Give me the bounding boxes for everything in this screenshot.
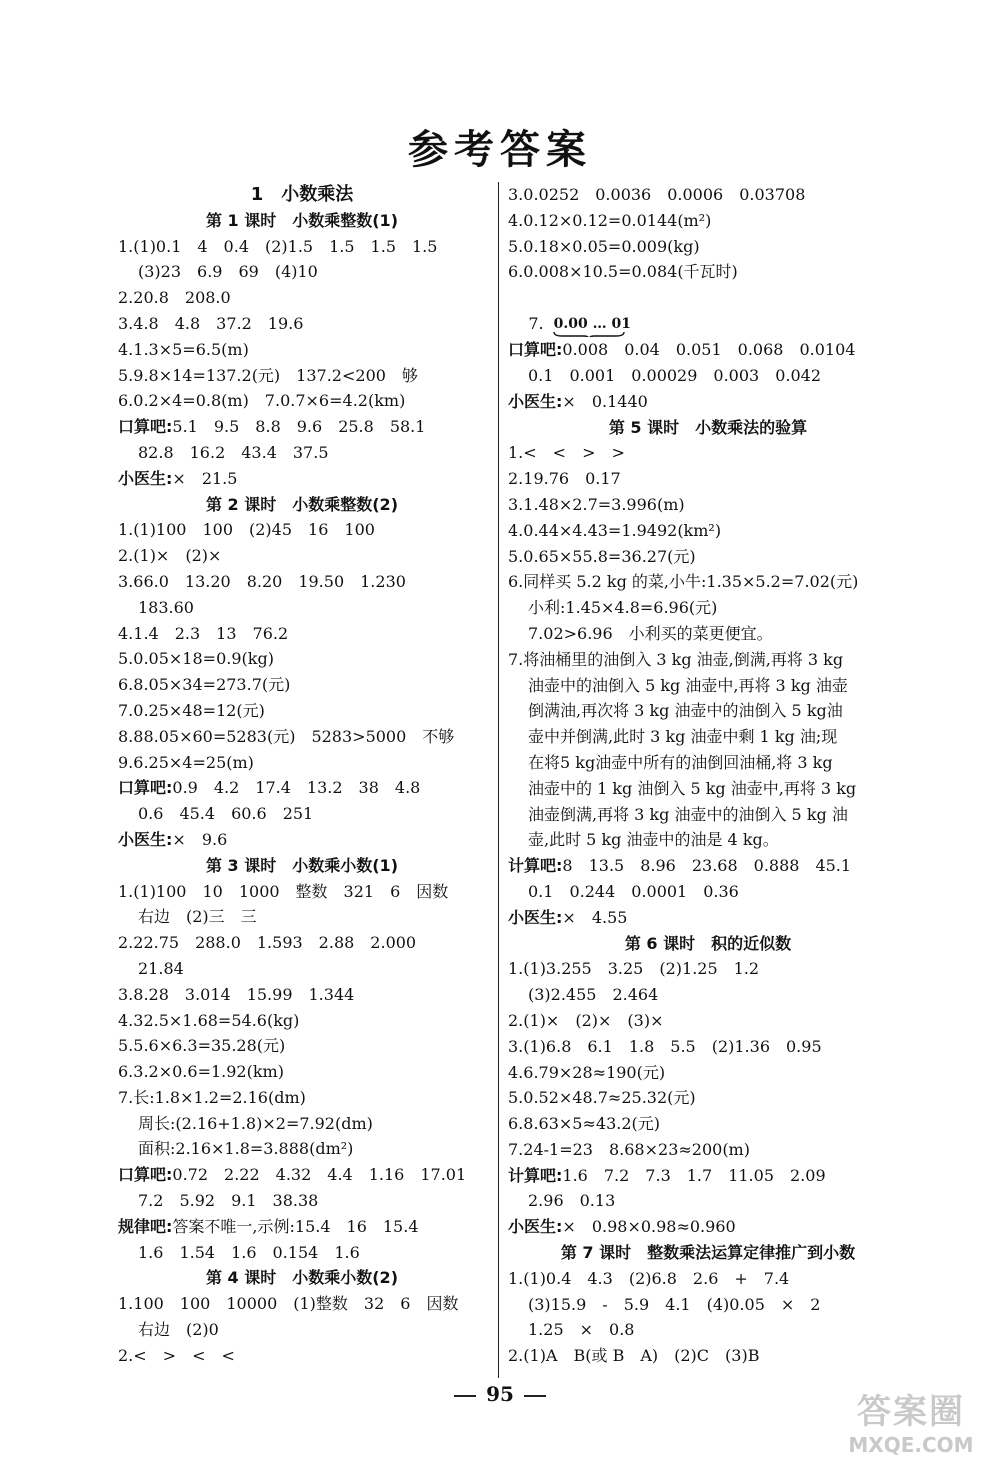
answer-text: 6.同样买 5.2 kg 的菜,小牛:1.35×5.2=7.02(元) <box>508 572 859 592</box>
answer-line <box>508 1034 908 1060</box>
answer-text: 1.< < > > <box>508 443 625 463</box>
answer-text: 3.4.8 4.8 37.2 19.6 <box>118 313 304 333</box>
answer-text: 7.将油桶里的油倒入 3 kg 油壶,倒满,再将 3 kg <box>508 649 844 669</box>
answer-text: 第 1 课时 小数乘整数(1) <box>205 210 399 230</box>
answer-text: 7.2 5.92 9.1 38.38 <box>138 1191 319 1211</box>
answer-text: 6.0.008×10.5=0.084(千瓦时) <box>508 262 738 282</box>
answer-line <box>118 1136 486 1162</box>
section-heading <box>118 853 486 879</box>
answer-line <box>508 1266 908 1292</box>
answer-line <box>118 1317 486 1343</box>
answer-line <box>508 905 908 931</box>
answer-text: × 0.1440 <box>562 391 648 411</box>
exercise-label: 小医生: <box>508 391 563 411</box>
answer-line <box>118 234 486 260</box>
exercise-label: 口算吧: <box>508 340 563 360</box>
answer-line <box>118 698 486 724</box>
answer-line <box>118 621 486 647</box>
answer-line <box>118 1240 486 1266</box>
page-dash-left <box>454 1395 476 1397</box>
answer-line <box>118 750 486 776</box>
answer-line <box>508 698 908 724</box>
answer-text: 第 6 课时 积的近似数 <box>624 933 792 953</box>
answer-text: 1.(1)100 100 (2)45 16 100 <box>118 520 375 540</box>
answer-line <box>508 879 908 905</box>
answer-text: 2.20.8 208.0 <box>118 288 231 308</box>
answer-line <box>118 904 486 930</box>
page-dash-right <box>524 1395 546 1397</box>
answer-text: 4.1.3×5=6.5(m) <box>118 339 249 359</box>
answer-text: 4.0.44×4.43=1.9492(km²) <box>508 520 722 540</box>
answer-text: 5.9.8×14=137.2(元) 137.2<200 够 <box>118 365 418 385</box>
answer-text: 4.6.79×28≈190(元) <box>508 1062 666 1082</box>
answer-line <box>118 930 486 956</box>
answer-line <box>118 1008 486 1034</box>
answer-text: 82.8 16.2 43.4 37.5 <box>138 442 329 462</box>
answer-line <box>118 543 486 569</box>
answer-line <box>508 802 908 828</box>
exercise-label: 口算吧: <box>118 417 173 437</box>
answer-line <box>508 647 908 673</box>
answer-text: × 21.5 <box>172 468 238 488</box>
answer-line <box>118 311 486 337</box>
answer-line <box>118 646 486 672</box>
answer-line <box>118 1059 486 1085</box>
exercise-label: 小医生: <box>508 1217 563 1237</box>
answer-line <box>118 879 486 905</box>
answer-text: 3.1.48×2.7=3.996(m) <box>508 494 685 514</box>
answer-line <box>508 569 908 595</box>
exercise-label: 口算吧: <box>118 778 173 798</box>
answer-line <box>118 285 486 311</box>
answer-text: 1.(1)0.1 4 0.4 (2)1.5 1.5 1.5 1.5 <box>118 236 438 256</box>
answer-text: (3)15.9 - 5.9 4.1 (4)0.05 × 2 <box>528 1294 821 1314</box>
answer-text: 油壶倒满,再将 3 kg 油壶中的油倒入 5 kg 油 <box>528 804 848 824</box>
answer-line <box>118 517 486 543</box>
answer-line <box>508 956 908 982</box>
answer-text: 9.6.25×4=25(m) <box>118 752 254 772</box>
answer-line <box>508 621 908 647</box>
answer-line <box>508 1214 908 1240</box>
answer-line <box>508 259 908 285</box>
section-heading <box>118 208 486 234</box>
answer-text: 1 小数乘法 <box>250 184 354 205</box>
answer-line <box>508 827 908 853</box>
answer-text: 1.100 100 10000 (1)整数 32 6 因数 <box>118 1294 459 1314</box>
answer-text: 5.0.52×48.7≈25.32(元) <box>508 1088 696 1108</box>
answer-line <box>508 673 908 699</box>
answer-text: 面积:2.16×1.8=3.888(dm²) <box>138 1139 354 1159</box>
answer-text: 3.66.0 13.20 8.20 19.50 1.230 <box>118 571 406 591</box>
answer-line <box>118 259 486 285</box>
answer-text: 183.60 <box>138 597 194 617</box>
answer-line <box>508 595 908 621</box>
answer-text: 2.22.75 288.0 1.593 2.88 2.000 <box>118 933 417 953</box>
answer-text: 第 3 课时 小数乘小数(1) <box>205 855 399 875</box>
section-heading <box>118 182 486 208</box>
answer-line <box>118 827 486 853</box>
answer-text: 壶,此时 5 kg 油壶中的油是 4 kg。 <box>528 830 779 850</box>
exercise-label: 小医生: <box>118 829 173 849</box>
answer-text: 小利:1.45×4.8=6.96(元) <box>528 598 718 618</box>
answer-text: 答案不唯一,示例:15.4 16 15.4 <box>172 1216 419 1236</box>
answer-text: 1.25 × 0.8 <box>528 1320 635 1340</box>
page-title: 参考答案 <box>408 127 592 173</box>
answer-line <box>508 1343 908 1369</box>
exercise-label: 计算吧: <box>508 856 563 876</box>
answer-line <box>508 1008 908 1034</box>
left-column <box>118 182 486 1369</box>
answer-line <box>118 1214 486 1240</box>
answer-text: 8 13.5 8.96 23.68 0.888 45.1 <box>562 856 852 876</box>
answer-line <box>508 750 908 776</box>
answer-line <box>118 724 486 750</box>
column-divider <box>498 182 499 1378</box>
answer-line <box>118 1162 486 1188</box>
answer-line <box>508 724 908 750</box>
answer-text: 4.0.12×0.12=0.0144(m²) <box>508 210 712 230</box>
answer-line <box>118 595 486 621</box>
answer-line <box>508 1060 908 1086</box>
answer-text: × 9.6 <box>172 829 228 849</box>
section-heading <box>508 415 908 441</box>
answer-line <box>508 234 908 260</box>
answer-text: 7.长:1.8×1.2=2.16(dm) <box>118 1087 306 1107</box>
exercise-label: 小医生: <box>508 907 563 927</box>
answer-line <box>508 853 908 879</box>
answer-line <box>118 440 486 466</box>
answer-text: 3.(1)6.8 6.1 1.8 5.5 (2)1.36 0.95 <box>508 1036 822 1056</box>
answer-line <box>508 440 908 466</box>
answer-line <box>508 544 908 570</box>
answer-line <box>118 1085 486 1111</box>
answer-line <box>118 1033 486 1059</box>
answer-text: 1.(1)100 10 1000 整数 321 6 因数 <box>118 881 449 901</box>
answer-text: 0.6 45.4 60.6 251 <box>138 804 314 824</box>
answer-text: 0.72 2.22 4.32 4.4 1.16 17.01 <box>172 1165 467 1185</box>
answer-line <box>508 363 908 389</box>
answer-text: 6.8.05×34=273.7(元) <box>118 675 291 695</box>
exercise-label: 规律吧: <box>118 1216 173 1236</box>
brace-number: 7. <box>528 314 544 334</box>
answer-text: 2.(1)× (2)× (3)× <box>508 1010 664 1030</box>
answer-line <box>508 1292 908 1318</box>
answer-text: 3.8.28 3.014 15.99 1.344 <box>118 984 355 1004</box>
answer-text: 1.(1)3.255 3.25 (2)1.25 1.2 <box>508 959 760 979</box>
answer-line <box>118 672 486 698</box>
answer-line <box>508 492 908 518</box>
answer-line <box>508 466 908 492</box>
answer-text: (3)2.455 2.464 <box>528 985 659 1005</box>
answer-text: 0.1 0.001 0.00029 0.003 0.042 <box>528 365 822 385</box>
section-heading <box>118 492 486 518</box>
answer-line <box>508 337 908 363</box>
answer-text: 5.0.05×18=0.9(kg) <box>118 649 274 669</box>
answer-text: 壶中并倒满,此时 3 kg 油壶中剩 1 kg 油;现 <box>528 727 838 747</box>
answer-line <box>118 1291 486 1317</box>
answer-line <box>118 801 486 827</box>
answer-text: 1.6 1.54 1.6 0.154 1.6 <box>138 1242 360 1262</box>
answer-line <box>508 1163 908 1189</box>
answer-text: 5.0.65×55.8=36.27(元) <box>508 546 696 566</box>
answer-line <box>508 1317 908 1343</box>
answer-text: 油壶中的油倒入 5 kg 油壶中,再将 3 kg 油壶 <box>528 675 848 695</box>
brace-answer <box>508 285 908 337</box>
answer-text: 6.3.2×0.6=1.92(km) <box>118 1062 284 1082</box>
answer-line <box>118 1188 486 1214</box>
answer-text: 6.8.63×5≈43.2(元) <box>508 1114 660 1134</box>
watermark-logo <box>836 1384 986 1462</box>
answer-line <box>508 776 908 802</box>
answer-text: 0.9 4.2 17.4 13.2 38 4.8 <box>172 778 421 798</box>
answer-text: 4.32.5×1.68=54.6(kg) <box>118 1010 300 1030</box>
page-number-text: 95 <box>486 1382 514 1406</box>
answer-line <box>508 518 908 544</box>
section-heading <box>118 1265 486 1291</box>
answer-text: 1.(1)0.4 4.3 (2)6.8 2.6 + 7.4 <box>508 1268 790 1288</box>
exercise-label: 小医生: <box>118 468 173 488</box>
answer-line <box>508 182 908 208</box>
answer-text: × 4.55 <box>562 907 628 927</box>
answer-text: 5.0.18×0.05=0.009(kg) <box>508 236 700 256</box>
answer-line <box>118 337 486 363</box>
answer-line <box>508 982 908 1008</box>
exercise-label: 口算吧: <box>118 1165 173 1185</box>
section-heading <box>508 1240 908 1266</box>
answer-text: 2.< > < < <box>118 1345 235 1365</box>
section-heading <box>508 931 908 957</box>
answer-text: 第 2 课时 小数乘整数(2) <box>205 494 399 514</box>
answer-text: (3)23 6.9 69 (4)10 <box>138 262 318 282</box>
answer-line <box>118 1343 486 1369</box>
answer-text: 21.84 <box>138 958 184 978</box>
watermark-url: MXQE.COM <box>848 1433 974 1457</box>
answer-text: 在将5 kg油壶中所有的油倒回油桶,将 3 kg <box>528 752 833 772</box>
answer-text: 右边 (2)0 <box>138 1320 219 1340</box>
answer-text: 倒满油,再次将 3 kg 油壶中的油倒入 5 kg油 <box>528 701 843 721</box>
answer-text: 7.02>6.96 小利买的菜更便宜。 <box>528 623 773 643</box>
answer-line <box>118 388 486 414</box>
answer-text: 6.0.2×4=0.8(m) 7.0.7×6=4.2(km) <box>118 391 406 411</box>
answer-text: 右边 (2)三 三 <box>138 907 257 927</box>
answer-line <box>118 569 486 595</box>
answer-line <box>118 956 486 982</box>
underbrace-icon <box>552 331 626 337</box>
answer-line <box>508 1137 908 1163</box>
answer-line <box>508 389 908 415</box>
answer-text: 第 7 课时 整数乘法运算定律推广到小数 <box>560 1243 856 1263</box>
answer-text: 7.0.25×48=12(元) <box>118 700 265 720</box>
answer-text: 5.1 9.5 8.8 9.6 25.8 58.1 <box>172 417 426 437</box>
answer-text: 0.008 0.04 0.051 0.068 0.0104 <box>562 340 856 360</box>
answer-text: 8.88.05×60=5283(元) 5283>5000 不够 <box>118 726 455 746</box>
answer-text: 第 4 课时 小数乘小数(2) <box>205 1268 399 1288</box>
answer-line <box>508 1111 908 1137</box>
answer-line <box>118 775 486 801</box>
answer-text: × 0.98×0.98≈0.960 <box>562 1217 736 1237</box>
answer-text: 油壶中的 1 kg 油倒入 5 kg 油壶中,再将 3 kg <box>528 778 857 798</box>
watermark-title: 答案圈 <box>857 1392 965 1432</box>
answer-text: 7.24-1=23 8.68×23≈200(m) <box>508 1139 750 1159</box>
answer-line <box>508 1085 908 1111</box>
answer-line <box>508 208 908 234</box>
answer-line <box>118 1111 486 1137</box>
right-answers <box>508 337 908 1369</box>
answer-text: 3.0.0252 0.0036 0.0006 0.03708 <box>508 185 806 204</box>
answer-text: 第 5 课时 小数乘法的验算 <box>608 417 808 437</box>
answer-text: 1.6 7.2 7.3 1.7 11.05 2.09 <box>562 1165 826 1185</box>
exercise-label: 计算吧: <box>508 1165 563 1185</box>
answer-text: 4.1.4 2.3 13 76.2 <box>118 623 289 643</box>
answer-text: 2.19.76 0.17 <box>508 469 621 489</box>
answer-line <box>118 466 486 492</box>
brace-figure <box>544 311 634 337</box>
answer-text: 5.5.6×6.3=35.28(元) <box>118 1036 286 1056</box>
answer-text: 周长:(2.16+1.8)×2=7.92(dm) <box>138 1113 373 1133</box>
answer-text: 2.(1)× (2)× <box>118 546 222 566</box>
answer-line <box>118 982 486 1008</box>
answer-text: 0.1 0.244 0.0001 0.36 <box>528 881 739 901</box>
right-top-answers <box>508 182 908 285</box>
answer-line <box>118 414 486 440</box>
answer-text: 2.96 0.13 <box>528 1191 616 1211</box>
answer-text: 2.(1)A B(或 B A) (2)C (3)B <box>508 1346 760 1366</box>
right-column <box>508 182 908 1369</box>
brace-top-label: 0.00 … 01 <box>553 316 631 333</box>
answer-line <box>508 1188 908 1214</box>
answer-line <box>118 363 486 389</box>
